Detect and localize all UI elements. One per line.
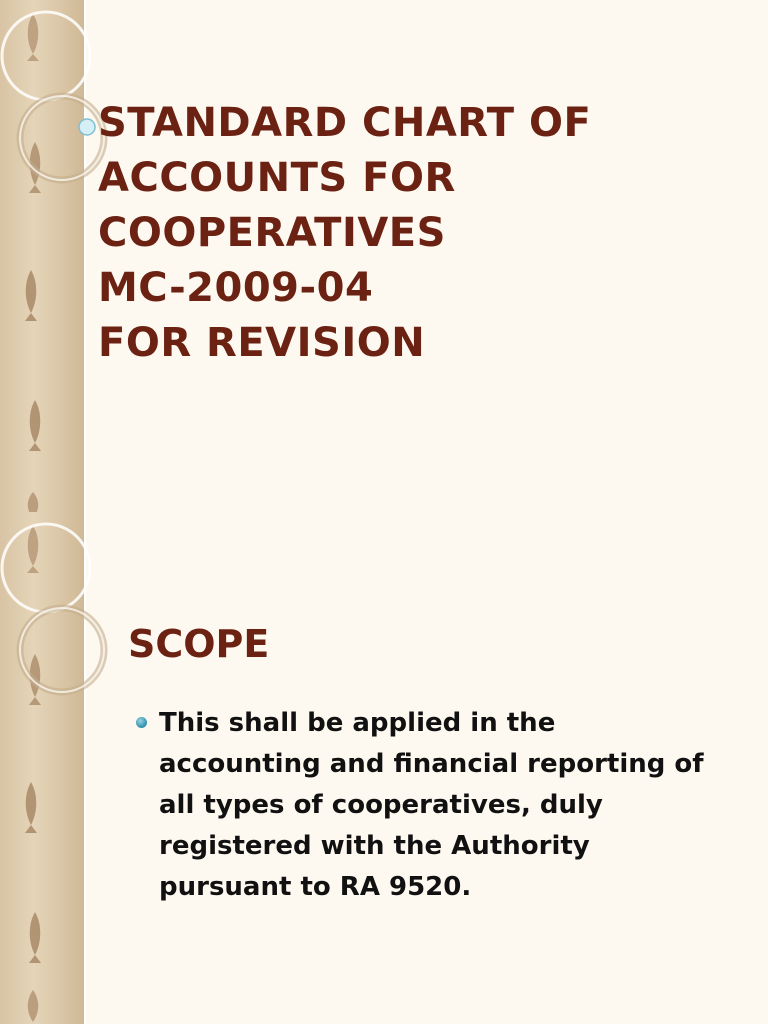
fossil-fish-icon bbox=[16, 268, 46, 323]
fossil-fish-icon bbox=[18, 490, 48, 512]
bullet-line: pursuant to RA 9520. bbox=[159, 872, 472, 902]
bullet-line: This shall be applied in the bbox=[159, 708, 556, 738]
title-line: ACCOUNTS FOR bbox=[98, 155, 456, 201]
title-line: FOR REVISION bbox=[98, 320, 426, 366]
bullet-text bbox=[159, 703, 756, 908]
sidebar-texture bbox=[0, 512, 84, 1024]
sidebar-divider bbox=[84, 512, 86, 1024]
fossil-fish-icon bbox=[20, 910, 50, 965]
list-item bbox=[136, 703, 756, 908]
fossil-fish-icon bbox=[20, 398, 50, 453]
fossil-fish-icon bbox=[16, 780, 46, 835]
bullet-list bbox=[136, 703, 756, 908]
fossil-fish-icon bbox=[18, 988, 48, 1024]
title-line: MC-2009-04 bbox=[98, 265, 374, 311]
sidebar-divider bbox=[84, 0, 86, 512]
bullet-line: all types of cooperatives, duly bbox=[159, 790, 603, 820]
bullet-line: accounting and financial reporting of bbox=[159, 749, 704, 779]
sidebar-texture bbox=[0, 0, 84, 512]
title-line: COOPERATIVES bbox=[98, 210, 446, 256]
fossil-fish-icon bbox=[18, 12, 48, 62]
title-line: STANDARD CHART OF bbox=[98, 100, 592, 146]
slide-title bbox=[98, 96, 748, 371]
fossil-fish-icon bbox=[20, 652, 50, 707]
slide-title: SCOPE bbox=[128, 622, 270, 666]
bullet-line: registered with the Authority bbox=[159, 831, 590, 861]
bullet-dot-icon bbox=[136, 717, 147, 728]
fossil-fish-icon bbox=[20, 140, 50, 195]
fossil-fish-icon bbox=[18, 524, 48, 574]
